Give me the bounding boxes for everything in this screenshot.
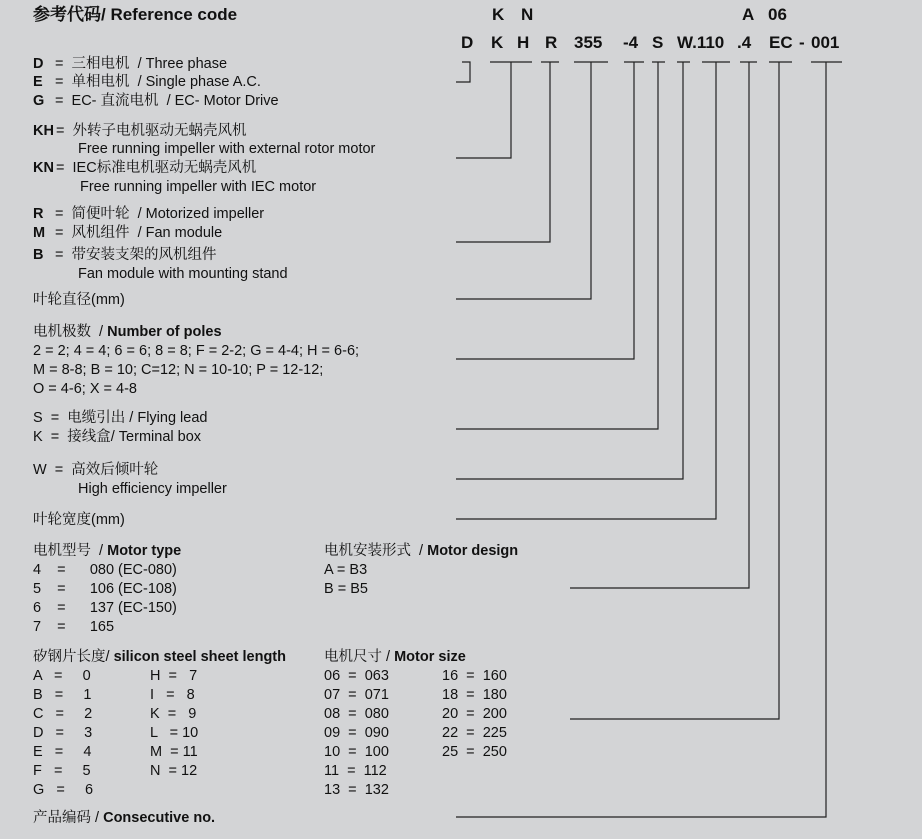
connector-width <box>456 62 730 519</box>
motor-size-row: 20 = 200 <box>442 706 507 722</box>
connector-motor-type <box>570 62 757 588</box>
motor-size-label: 电机尺寸 / Motor size <box>324 649 466 665</box>
steel-row: B = 1 <box>33 687 92 703</box>
type-e-key: E <box>33 74 43 90</box>
steel-row: A = 0 <box>33 668 91 684</box>
motor-size-row: 11 = 112 <box>324 763 387 779</box>
code-d: D <box>461 33 474 52</box>
code-r: R <box>545 33 558 52</box>
code-poles: -4 <box>623 33 639 52</box>
steel-row: E = 4 <box>33 744 92 760</box>
connection-s: S = 电缆引出 / Flying lead <box>33 410 208 426</box>
impeller-diameter-label: 叶轮直径(mm) <box>33 292 125 308</box>
motor-type-row: 5 = 106 (EC-108) <box>33 581 177 597</box>
high-eff-w: W = 高效后倾叶轮 <box>33 462 159 478</box>
connector-highleff <box>456 62 690 479</box>
connector-motor-size <box>570 62 792 719</box>
motor-size-row: 13 = 132 <box>324 782 389 798</box>
module-b-en: Fan module with mounting stand <box>78 266 288 282</box>
code-h: H <box>517 33 530 52</box>
code-top-k: K <box>492 5 505 24</box>
motor-size-row: 09 = 090 <box>324 725 389 741</box>
module-b-key: B <box>33 247 44 263</box>
motor-size-row: 10 = 100 <box>324 744 389 760</box>
motor-size-row: 18 = 180 <box>442 687 507 703</box>
motor-size-row: 22 = 225 <box>442 725 507 741</box>
page-title: 参考代码/ Reference code <box>33 5 238 24</box>
impeller-width-label: 叶轮宽度(mm) <box>33 512 125 528</box>
motor-size-row: 16 = 160 <box>442 668 507 684</box>
poles-line-1: 2 = 2; 4 = 4; 6 = 6; 8 = 8; F = 2-2; G = 4-4; H = 6-6; <box>33 343 360 359</box>
steel-row: G = 6 <box>33 782 94 798</box>
module-b-text: = 带安装支架的风机组件 <box>55 247 217 263</box>
module-r-text: = 简便叶轮 / Motorized impeller <box>55 206 265 222</box>
type-d-key: D <box>33 56 44 72</box>
steel-row: L = 10 <box>150 725 199 741</box>
code-ec: EC <box>769 33 793 52</box>
kn-key: KN <box>33 160 54 176</box>
steel-row: H = 7 <box>150 668 198 684</box>
kh-text: = 外转子电机驱动无蜗壳风机 <box>56 123 247 139</box>
code-top-n: N <box>521 5 534 24</box>
connection-k: K = 接线盒/ Terminal box <box>33 429 202 445</box>
connector-d <box>456 62 470 82</box>
code-dash: - <box>799 33 805 52</box>
high-eff-en: High efficiency impeller <box>78 481 227 497</box>
connector-r <box>456 62 559 242</box>
motor-size-row: 07 = 071 <box>324 687 389 703</box>
motor-size-row: 08 = 080 <box>324 706 389 722</box>
motor-type-row: 4 = 080 (EC-080) <box>33 562 177 578</box>
motor-design-row: A = B3 <box>324 562 368 578</box>
motor-type-label: 电机型号 / Motor type <box>33 543 182 559</box>
connector-kh <box>456 62 532 158</box>
poles-label: 电机极数 / Number of poles <box>33 324 222 340</box>
steel-row: C = 2 <box>33 706 93 722</box>
type-d-text: = 三相电机 / Three phase <box>55 56 228 72</box>
code-001: 001 <box>811 33 840 52</box>
motor-design-row: B = B5 <box>324 581 368 597</box>
type-g-text: = EC- 直流电机 / EC- Motor Drive <box>55 93 279 109</box>
connector-consecutive <box>456 62 842 817</box>
type-g-key: G <box>33 93 45 109</box>
code-top-06: 06 <box>768 5 787 24</box>
motor-type-row: 7 = 165 <box>33 619 115 635</box>
module-r-key: R <box>33 206 44 222</box>
steel-row: M = 11 <box>150 744 198 760</box>
kn-en: Free running impeller with IEC motor <box>80 179 317 195</box>
steel-row: D = 3 <box>33 725 93 741</box>
code-top-a: A <box>742 5 755 24</box>
code-w110: W.110 <box>677 33 725 52</box>
code-355: 355 <box>574 33 603 52</box>
code-k: K <box>491 33 504 52</box>
kn-text: = IEC标准电机驱动无蜗壳风机 <box>56 160 257 176</box>
poles-line-2: M = 8-8; B = 10; C=12; N = 10-10; P = 12-12; <box>33 362 324 378</box>
steel-row: F = 5 <box>33 763 91 779</box>
module-m-text: = 风机组件 / Fan module <box>55 225 223 241</box>
code-s: S <box>652 33 664 52</box>
motor-design-label: 电机安装形式 / Motor design <box>324 543 519 559</box>
module-m-key: M <box>33 225 46 241</box>
steel-row: N = 12 <box>150 763 198 779</box>
type-e-text: = 单相电机 / Single phase A.C. <box>55 74 261 90</box>
motor-size-row: 06 = 063 <box>324 668 389 684</box>
kh-en: Free running impeller with external rotor motor <box>78 141 376 157</box>
poles-line-3: O = 4-6; X = 4-8 <box>33 381 137 397</box>
motor-size-row: 25 = 250 <box>442 744 507 760</box>
kh-key: KH <box>33 123 54 139</box>
steel-row: I = 8 <box>150 687 195 703</box>
motor-type-row: 6 = 137 (EC-150) <box>33 600 177 616</box>
connector-diameter <box>456 62 608 299</box>
consecutive-label: 产品编码 / Consecutive no. <box>33 810 216 826</box>
steel-length-label: 矽钢片长度/ silicon steel sheet length <box>33 649 286 665</box>
steel-row: K = 9 <box>150 706 197 722</box>
code-4: .4 <box>737 33 752 52</box>
